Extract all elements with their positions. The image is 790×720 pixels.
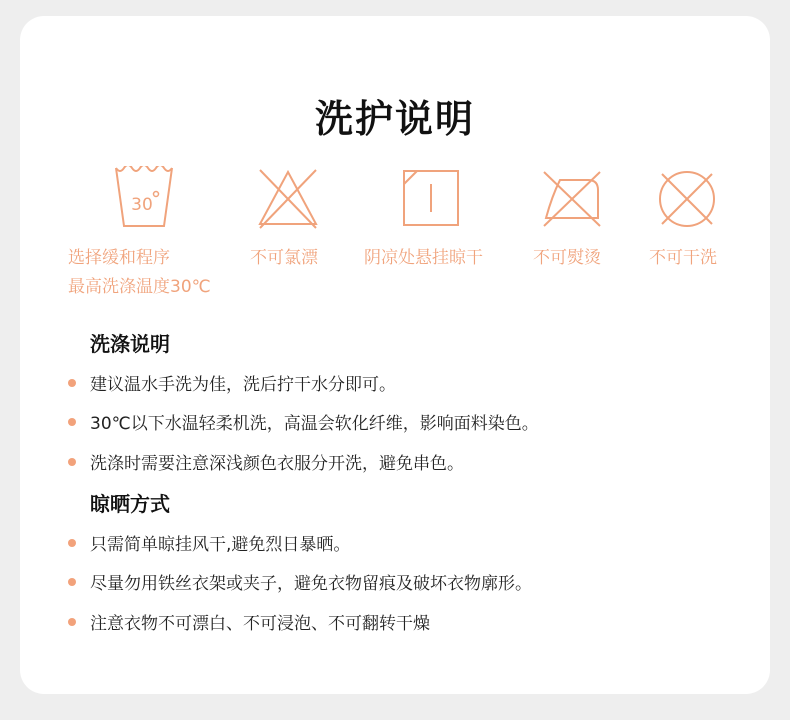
list-item-text: 注意衣物不可漂白、不可浸泡、不可翻转干燥 xyxy=(90,614,430,634)
list-item-text: 建议温水手洗为佳，洗后拧干水分即可。 xyxy=(90,375,396,395)
list-item-text: 30℃以下水温轻柔机洗，高温会软化纤维，影响面料染色。 xyxy=(90,414,539,434)
bullet-dot-icon xyxy=(68,578,76,586)
list-item-text: 尽量勿用铁丝衣架或夹子，避免衣物留痕及破坏衣物廓形。 xyxy=(90,574,532,594)
care-label-wash xyxy=(68,244,211,302)
care-label-no-iron: 不可熨烫 xyxy=(533,248,601,268)
no-bleach-icon xyxy=(256,168,320,232)
bullet-dot-icon xyxy=(68,418,76,426)
care-label-shade-dry: 阴凉处悬挂晾干 xyxy=(364,248,483,268)
bullet-dot-icon xyxy=(68,618,76,626)
wash-tub-temperature: 30 xyxy=(131,195,153,215)
bullet-dot-icon xyxy=(68,379,76,387)
care-label-wash-line1: 选择缓和程序 xyxy=(68,248,170,268)
care-label-no-dry-clean: 不可干洗 xyxy=(649,248,717,268)
page-title: 洗护说明 xyxy=(314,97,475,141)
list-item-text: 洗涤时需要注意深浅颜色衣服分开洗，避免串色。 xyxy=(90,454,464,474)
no-iron-icon xyxy=(540,168,604,232)
list-item xyxy=(68,449,768,473)
section-title-washing: 洗涤说明 xyxy=(90,332,170,356)
shade-dry-icon xyxy=(403,170,467,234)
list-item xyxy=(68,530,768,554)
bullet-dot-icon xyxy=(68,458,76,466)
bullet-dot-icon xyxy=(68,539,76,547)
list-item-text: 只需简单晾挂风干,避免烈日暴晒。 xyxy=(90,535,351,555)
wash-tub-30-icon xyxy=(112,166,176,230)
list-item xyxy=(68,609,768,633)
care-label-wash-line2: 最高洗涤温度30℃ xyxy=(68,277,211,297)
no-dry-clean-icon xyxy=(656,168,720,232)
list-item xyxy=(68,370,768,394)
section-title-drying: 晾晒方式 xyxy=(90,492,170,516)
list-item xyxy=(68,569,768,593)
list-item xyxy=(68,409,768,433)
care-label-no-bleach: 不可氯漂 xyxy=(250,248,318,268)
